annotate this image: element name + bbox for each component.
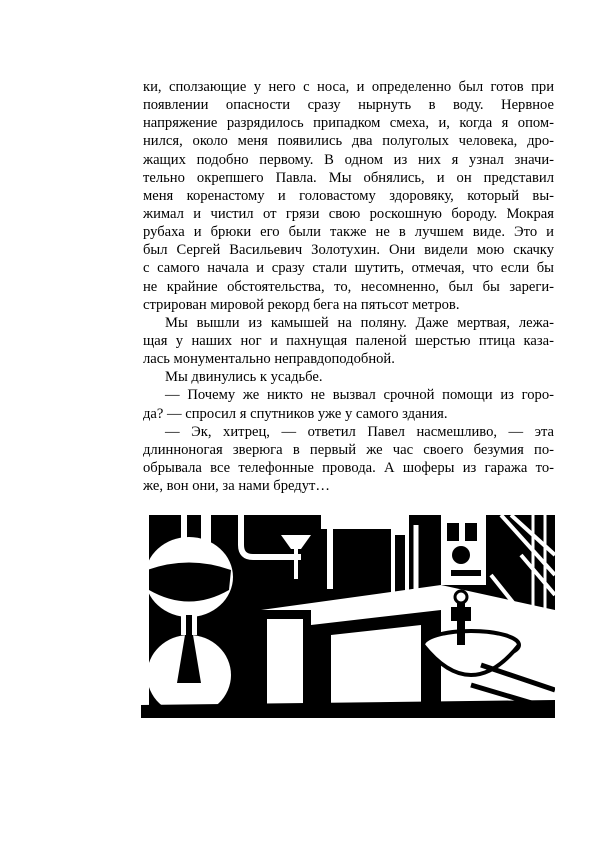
text-line: — Почему же никто не вызвал срочной помощи из горо- <box>165 387 554 404</box>
text-line: не крайние обстоятельства, то, несомненно, был бы зареги- <box>143 278 554 295</box>
text-line: — Эк, хитрец, — ответил Павел насмешливо, — эта <box>165 423 554 440</box>
text-line: ки, сползающие у него с носа, и определенно был готов при <box>143 79 554 95</box>
text-line: же, вон они, за нами бредут… <box>143 478 330 495</box>
text-line: щая у наших ног и пахнущая паленой шерстью птица каза- <box>143 332 554 349</box>
text-line: лась монументально неправдоподобной. <box>143 351 395 368</box>
text-line: обрывала все телефонные провода. А шоферы из гаража то- <box>143 459 554 476</box>
text-line: жимал и чистил от грязи свою роскошную бороду. Мокрая <box>143 205 554 222</box>
text-line: рубаха и брюки его были также не в лучшем виде. Это и <box>143 224 554 241</box>
text-line: Мы двинулись к усадьбе. <box>165 369 323 386</box>
page-body-text <box>143 78 554 495</box>
text-line: был Сергей Васильевич Золотухин. Они видели мою скачку <box>143 242 554 259</box>
text-line: напряжение разрядилось припадком смеха, и, когда я опом- <box>143 115 554 132</box>
text-line: жащих подобно первому. В одном из них я узнал значи- <box>143 151 554 168</box>
laboratory-illustration <box>141 515 555 718</box>
text-line: длинноногая зверюга в первый же час своего безумия по- <box>143 441 554 458</box>
text-line: появлении опасности сразу нырнуть в воду. Нервное <box>143 97 554 114</box>
text-line: меня коренастому и головастому здоровяку, который вы- <box>143 187 554 204</box>
text-line: с самого начала и сразу стали шутить, отмечая, что если бы <box>143 260 554 277</box>
text-line: нился, около меня появились два полуголых человека, дро- <box>143 133 554 150</box>
text-line: Мы вышли из камышей на поляну. Даже мертвая, лежа- <box>165 314 554 331</box>
text-line: тельно окрепшего Павла. Мы обнялись, и он представил <box>143 169 554 186</box>
text-line: стрирован мировой рекорд бега на пятьсот метров. <box>143 296 460 313</box>
text-line: да? — спросил я спутников уже у самого здания. <box>143 405 448 422</box>
